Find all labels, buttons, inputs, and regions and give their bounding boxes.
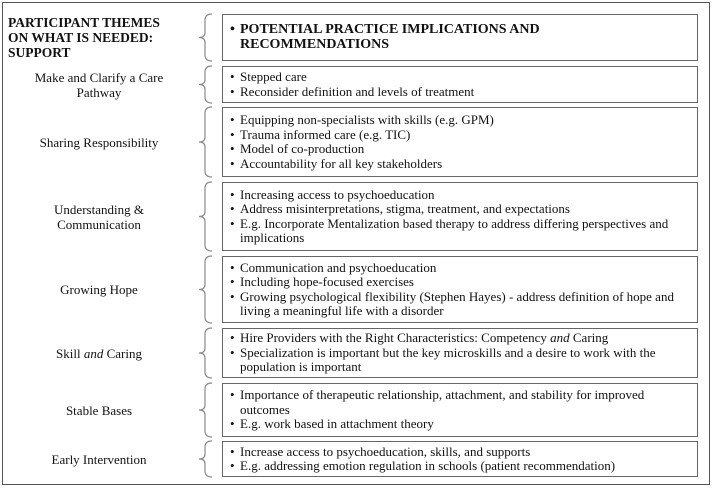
- implication-item: • Specialization is important but the key microskills and a desire to work with the population is important: [230, 346, 689, 375]
- implication-item: • Equipping non-specialists with skills (e.g. GPM): [230, 113, 689, 128]
- theme-sharing-responsibility: [6, 107, 192, 177]
- theme-label-line: Communication: [57, 216, 141, 232]
- theme-understanding-communication: [6, 182, 192, 251]
- implications-box-skill-and-caring: [222, 328, 698, 378]
- implication-item: • Increase access to psychoeducation, skills, and supports: [230, 445, 689, 460]
- brace: [199, 14, 212, 61]
- theme-label-emphasis: and: [83, 345, 104, 361]
- implications-box-care-pathway: [222, 66, 698, 103]
- brace: [199, 107, 212, 177]
- theme-label-line: Growing Hope: [60, 282, 138, 297]
- theme-label-line: Pathway: [76, 84, 122, 100]
- theme-label-line: Sharing Responsibility: [39, 134, 159, 150]
- brace: [199, 328, 212, 378]
- implications-box-sharing-responsibility: [222, 107, 698, 177]
- theme-care-pathway: [6, 66, 192, 103]
- implication-item: • Address misinterpretations, stigma, treatment, and expectations: [230, 202, 689, 217]
- themes-header-line: ON WHAT IS NEEDED:: [8, 29, 154, 45]
- theme-skill-and-caring: [6, 328, 192, 378]
- theme-label-line: Understanding &: [54, 201, 144, 217]
- implications-header: • POTENTIAL PRACTICE IMPLICATIONS AND RECOMMENDATIONS: [230, 23, 689, 52]
- implication-text: Caring: [569, 330, 609, 346]
- implication-item: • Stepped care: [230, 70, 689, 85]
- implications-header-box: [222, 14, 698, 61]
- brace: [199, 441, 212, 477]
- implication-item: • E.g. work based in attachment theory: [230, 417, 689, 432]
- implications-box-early-intervention: [222, 441, 698, 477]
- implications-box-growing-hope: [222, 256, 698, 323]
- theme-early-intervention: [6, 441, 192, 477]
- theme-growing-hope: [6, 256, 192, 323]
- implication-item: • Model of co-production: [230, 142, 689, 157]
- brace: [199, 256, 212, 323]
- implication-item: [230, 331, 689, 346]
- theme-label-line: Make and Clarify a Care: [34, 69, 164, 85]
- implication-item: • Communication and psychoeducation: [230, 261, 689, 276]
- implication-item: • Accountability for all key stakeholders: [230, 157, 689, 172]
- implication-item: • Reconsider definition and levels of treatment: [230, 85, 689, 100]
- theme-label-line: Early Intervention: [51, 451, 147, 467]
- implication-item: • Including hope-focused exercises: [230, 275, 689, 290]
- brace: [199, 383, 212, 437]
- implication-emphasis: and: [550, 330, 570, 346]
- implication-item: • E.g. addressing emotion regulation in schools (patient recommendation): [230, 459, 689, 474]
- themes-header-line: SUPPORT: [8, 44, 71, 60]
- theme-label-line: Stable Bases: [65, 402, 133, 418]
- brace: [199, 66, 212, 103]
- theme-stable-bases: [6, 383, 192, 437]
- theme-label-part: Skill: [56, 345, 84, 361]
- implication-item: • Growing psychological flexibility (Stephen Hayes) - address definition of hope and living a meaningful life with a disorder: [230, 290, 689, 319]
- implications-box-understanding-communication: [222, 182, 698, 251]
- implications-box-stable-bases: [222, 383, 698, 437]
- implication-item: • Importance of therapeutic relationship, attachment, and stability for improved outcomes: [230, 388, 689, 417]
- theme-label-part: Caring: [103, 345, 142, 361]
- implication-text: Hire Providers with the Right Characteristics: Competency: [240, 330, 551, 346]
- themes-header-line: PARTICIPANT THEMES: [8, 14, 160, 30]
- themes-header: [8, 12, 194, 62]
- implication-item: • Trauma informed care (e.g. TIC): [230, 128, 689, 143]
- brace: [199, 182, 212, 251]
- implication-item: • E.g. Incorporate Mentalization based therapy to address differing perspectives and implications: [230, 217, 689, 246]
- implication-item: • Increasing access to psychoeducation: [230, 188, 689, 203]
